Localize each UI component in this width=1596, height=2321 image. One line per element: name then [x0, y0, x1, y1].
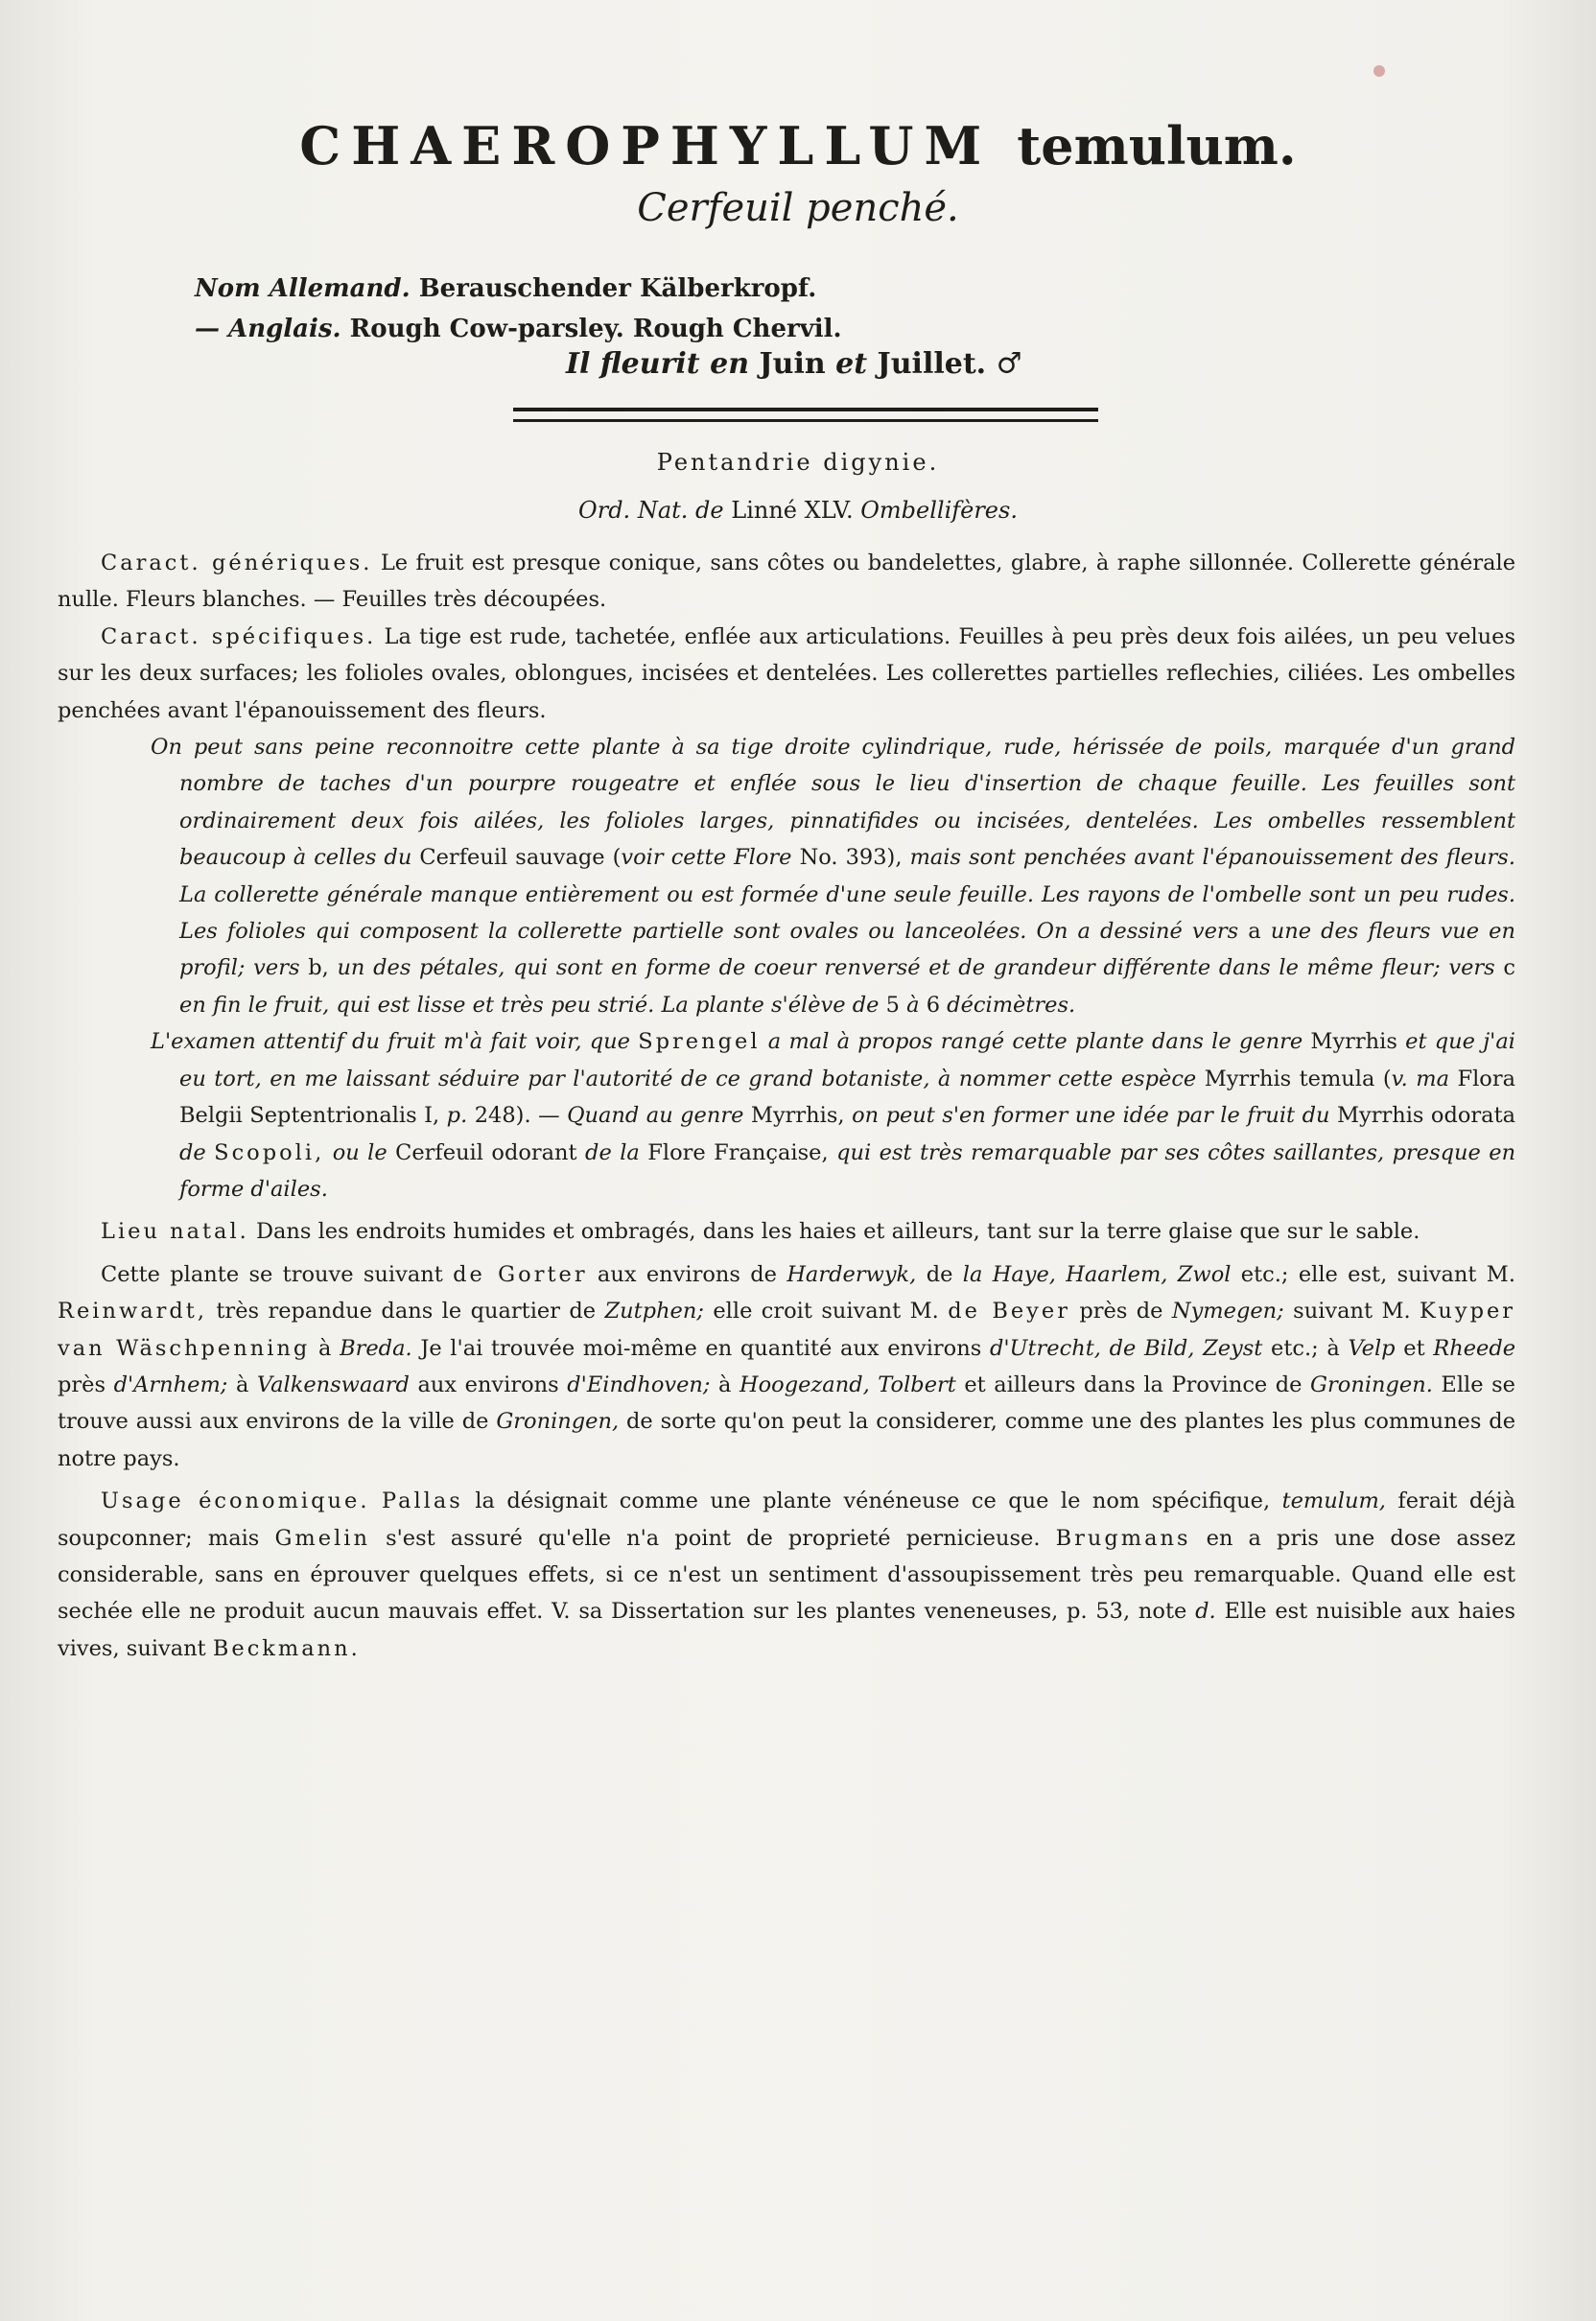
genus-name: CHAEROPHYLLUM: [299, 115, 993, 176]
german-label: Nom Allemand.: [195, 274, 411, 303]
body-text: [58, 545, 1515, 1667]
examination-paragraph: L'examen attentif du fruit m'à fait voir, que Sprengel a mal à propos rangé cette plante dans le genre Myrrhis et que j'ai eu tort, en me laissant séduire par l'autorité de ce grand botaniste, à nommer cette espèce Myrrhis temula (v. ma Flora Belgii Septentrionalis I, p. 248). — Quand au genre Myrrhis, on peut s'en former une idée par le fruit du Myrrhis odorata de Scopoli, ou le Cerfeuil odorant de la Flore Française, qui est très remarquable par ses côtes saillantes, presque en forme d'ailes.: [151, 1029, 1516, 1202]
ink-spot: [1373, 65, 1385, 77]
section-label: Caract. génériques.: [101, 551, 373, 575]
species-name: temulum.: [1017, 115, 1297, 176]
biennial-symbol: ♂: [996, 347, 1022, 381]
description-paragraph: On peut sans peine reconnoitre cette plante à sa tige droite cylindrique, rude, hérissée de poils, marquée d'un grand nombre de taches d'un pourpre rougeatre et enflée sous le lieu d'insertion de chaque feuille. Les feuilles sont ordinairement deux fois ailées, les folioles larges, pinnatifides ou incisées, dentelées. Les ombelles ressemblent beaucoup à celles du Cerfeuil sauvage (voir cette Flore No. 393), mais sont penchées avant l'épanouissement des fleurs. La collerette générale manque entièrement ou est formée d'une seule feuille. Les rayons de l'ombelle sont un peu rudes. Les folioles qui composent la collerette partielle sont ovales ou lanceolées. On a dessiné vers a une des fleurs vue en profil; vers b, un des pétales, qui sont en forme de coeur renversé et de grandeur différente dans le même fleur; vers c en fin le fruit, qui est lisse et très peu strié. La plante s'élève de 5 à 6 décimètres.: [151, 735, 1516, 1018]
section-label: Caract. spécifiques.: [101, 623, 377, 649]
title-rule-thick: [513, 408, 1098, 411]
page-title: [0, 115, 1596, 176]
vernacular-names: [195, 269, 842, 349]
english-name-line: [195, 309, 842, 349]
section-label: Usage économique.: [101, 1489, 370, 1514]
native-habitat: Lieu natal. Dans les endroits humides et ombragés, dans les haies et ailleurs, tant sur la terre glaise que sur le sable.: [101, 1219, 1420, 1245]
linnaean-class: Pentandrie digynie.: [656, 449, 940, 476]
title-rule-thin: [513, 419, 1098, 422]
english-label: — Anglais.: [195, 315, 341, 343]
specific-characters: Caract. spécifiques. La tige est rude, tachetée, enflée aux articulations. Feuilles à peu près deux fois ailées, un peu velues sur les deux surfaces; les folioles ovales, oblongues, incisées et dentelées. Les collerettes partielles reflechies, ciliées. Les ombelles penchées avant l'épanouissement des fleurs.: [58, 623, 1515, 723]
localities-paragraph: Cette plante se trouve suivant de Gorter aux environs de Harderwyk, de la Haye, Haarlem, Zwol etc.; elle est, suivant M. Reinwardt, très repandue dans le quartier de Zutphen; elle croit suivant M. de Beyer près de Nymegen; suivant M. Kuyper van Wäschpenning à Breda. Je l'ai trouvée moi-même en quantité aux environs d'Utrecht, de Bild, Zeyst etc.; à Velp et Rheede près d'Arnhem; à Valkenswaard aux environs d'Eindhoven; à Hoogezand, Tolbert et ailleurs dans la Province de Groningen. Elle se trouve aussi aux environs de la ville de Groningen, de sorte qu'on peut la considerer, comme une des plantes les plus communes de notre pays.: [58, 1261, 1516, 1471]
natural-order: Ord. Nat. de Linné XLV. Ombellifères.: [578, 497, 1018, 524]
french-name: Cerfeuil penché.: [637, 186, 959, 230]
generic-characters: Caract. génériques. Le fruit est presque conique, sans côtes ou bandelettes, glabre, à raphe sillonnée. Collerette générale nulle. Fleurs blanches. — Feuilles très découpées.: [58, 551, 1516, 613]
title-block: [0, 115, 1596, 230]
english-name: Rough Cow-parsley. Rough Chervil.: [349, 315, 842, 343]
german-name: Berauschender Kälberkropf.: [418, 274, 817, 303]
german-name-line: [195, 269, 842, 309]
flowering-period: Il fleurit en Juin et Juillet. ♂: [566, 347, 1022, 381]
section-label: Lieu natal.: [101, 1219, 249, 1245]
economic-use: Usage économique. Pallas la désignait comme une plante vénéneuse ce que le nom spécifique, temulum, ferait déjà soupconner; mais Gmelin s'est assuré qu'elle n'a point de proprieté pernicieuse. Brugmans en a pris une dose assez considerable, sans en éprouver quelques effets, si ce n'est un sentiment d'assoupissement très peu remarquable. Quand elle est sechée elle ne produit aucun mauvais effet. V. sa Dissertation sur les plantes veneneuses, p. 53, note d. Elle est nuisible aux haies vives, suivant Beckmann.: [58, 1489, 1516, 1661]
